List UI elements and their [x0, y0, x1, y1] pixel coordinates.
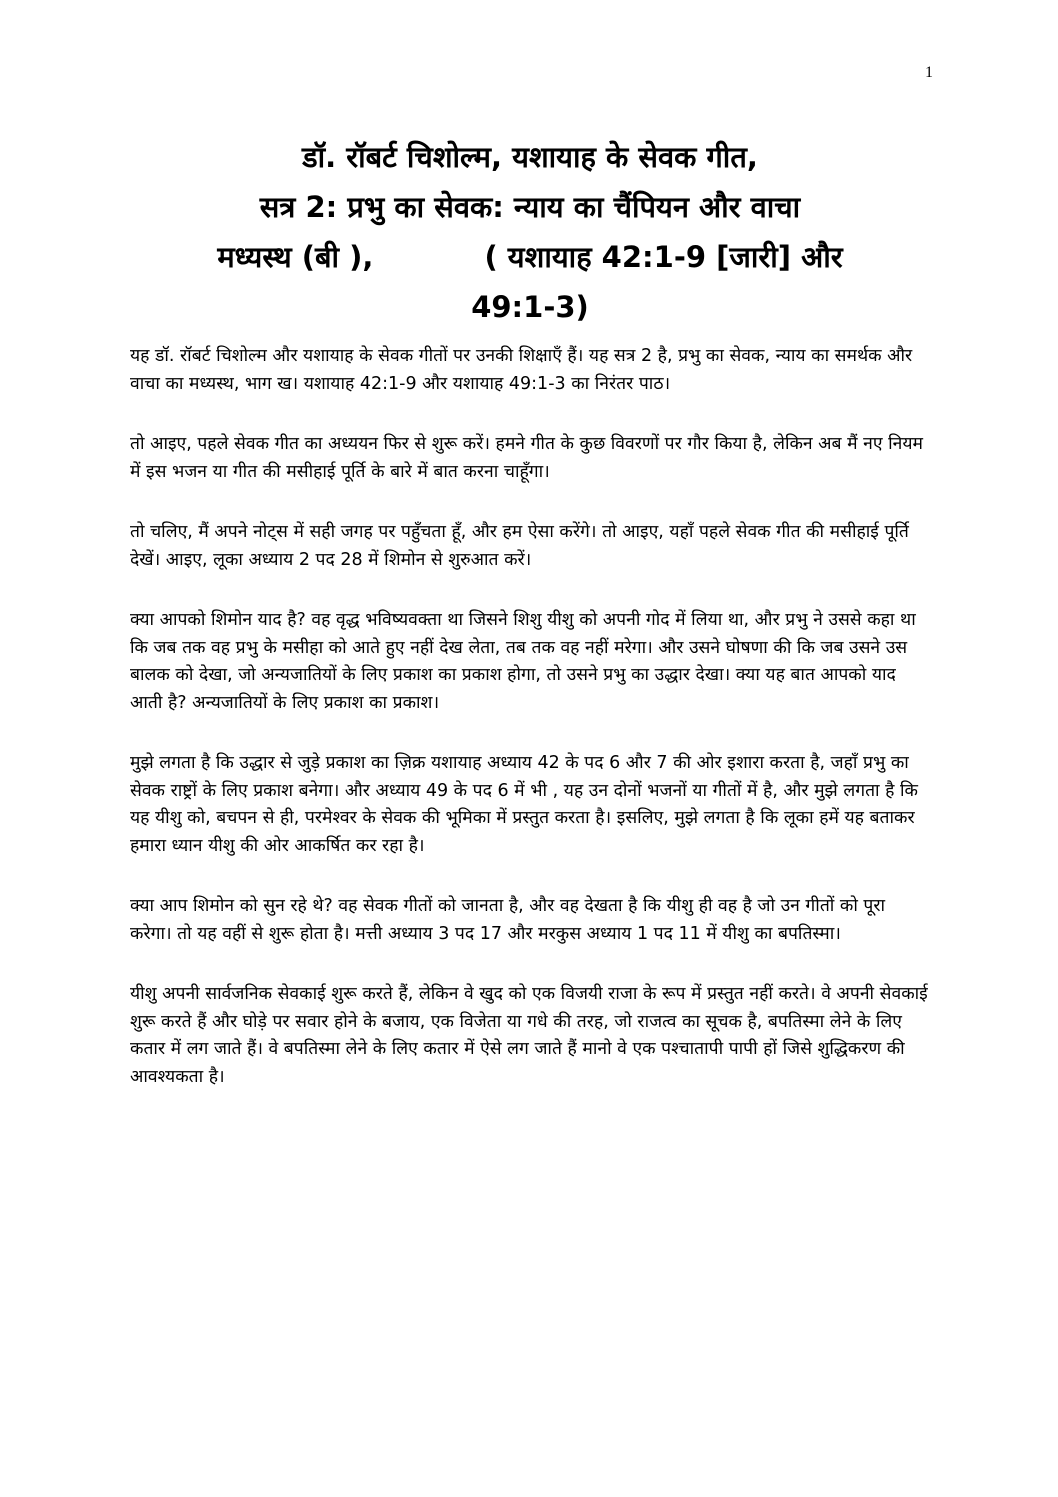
paragraph-3: तो चलिए, मैं अपने नोट्स में सही जगह पर पहुँचता हूँ, और हम ऐसा करेंगे। तो आइए, यहाँ पहले सेवक गीत की मसीहाई पूर्ति देखें। आइए, लूका अध्याय 2 पद 28 में शिमोन से शुरुआत करें। [130, 522, 909, 570]
document-title [130, 132, 930, 332]
title-line-4: 49:1-3) [471, 290, 589, 324]
paragraph-5: मुझे लगता है कि उद्धार से जुड़े प्रकाश का ज़िक्र यशायाह अध्याय 42 के पद 6 और 7 की ओर इशारा करता है, जहाँ प्रभु का सेवक राष्ट्रों के लिए प्रकाश बनेगा। और अध्याय 49 के पद 6 में भी , यह उन दोनों भजनों या गीतों में है, और मुझे लगता है कि यह यीशु को, बचपन से ही, परमेश्वर के सेवक की भूमिका में प्रस्तुत करता है। इसलिए, मुझे लगता है कि लूका हमें यह बताकर हमारा ध्यान यीशु की ओर आकर्षित कर रहा है। [130, 753, 918, 856]
title-line-1: डॉ. रॉबर्ट चिशोल्म, यशायाह के सेवक गीत, [302, 140, 758, 174]
document-body [130, 343, 930, 1124]
paragraph-7: यीशु अपनी सार्वजनिक सेवकाई शुरू करते हैं, लेकिन वे खुद को एक विजयी राजा के रूप में प्रस्तुत नहीं करते। वे अपनी सेवकाई शुरू करते हैं और घोड़े पर सवार होने के बजाय, एक विजेता या गधे की तरह, जो राजत्व का सूचक है, बपतिस्मा लेने के लिए कतार में लग जाते हैं। वे बपतिस्मा लेने के लिए कतार में ऐसे लग जाते हैं मानो वे एक पश्चातापी पापी हों जिसे शुद्धिकरण की आवश्यकता है। [130, 984, 928, 1087]
title-line-2: सत्र 2: प्रभु का सेवक: न्याय का चैंपियन और वाचा [259, 190, 801, 224]
paragraph-6: क्या आप शिमोन को सुन रहे थे? वह सेवक गीतों को जानता है, और वह देखता है कि यीशु ही वह है जो उन गीतों को पूरा करेगा। तो यह वहीं से शुरू होता है। मत्ती अध्याय 3 पद 17 और मरकुस अध्याय 1 पद 11 में यीशु का बपतिस्मा। [130, 896, 886, 944]
page-number: 1 [925, 64, 933, 81]
paragraph-2: तो आइए, पहले सेवक गीत का अध्ययन फिर से शुरू करें। हमने गीत के कुछ विवरणों पर गौर किया है, लेकिन अब मैं नए नियम में इस भजन या गीत की मसीहाई पूर्ति के बारे में बात करना चाहूँगा। [130, 434, 923, 482]
paragraph-1: यह डॉ. रॉबर्ट चिशोल्म और यशायाह के सेवक गीतों पर उनकी शिक्षाएँ हैं। यह सत्र 2 है, प्रभु का सेवक, न्याय का समर्थक और वाचा का मध्यस्थ, भाग ख। यशायाह 42:1-9 और यशायाह 49:1-3 का निरंतर पाठ। [130, 346, 913, 394]
paragraph-4: क्या आपको शिमोन याद है? वह वृद्ध भविष्यवक्ता था जिसने शिशु यीशु को अपनी गोद में लिया था, और प्रभु ने उससे कहा था कि जब तक वह प्रभु के मसीहा को आते हुए नहीं देख लेता, तब तक वह नहीं मरेगा। और उसने घोषणा की कि जब उसने उस बालक को देखा, जो अन्यजातियों के लिए प्रकाश का प्रकाश होगा, तो उसने प्रभु का उद्धार देखा। क्या यह बात आपको याद आती है? अन्यजातियों के लिए प्रकाश का प्रकाश। [130, 610, 916, 713]
title-line-3: मध्यस्थ (बी ), ( यशायाह 42:1-9 [जारी] और [217, 240, 843, 274]
